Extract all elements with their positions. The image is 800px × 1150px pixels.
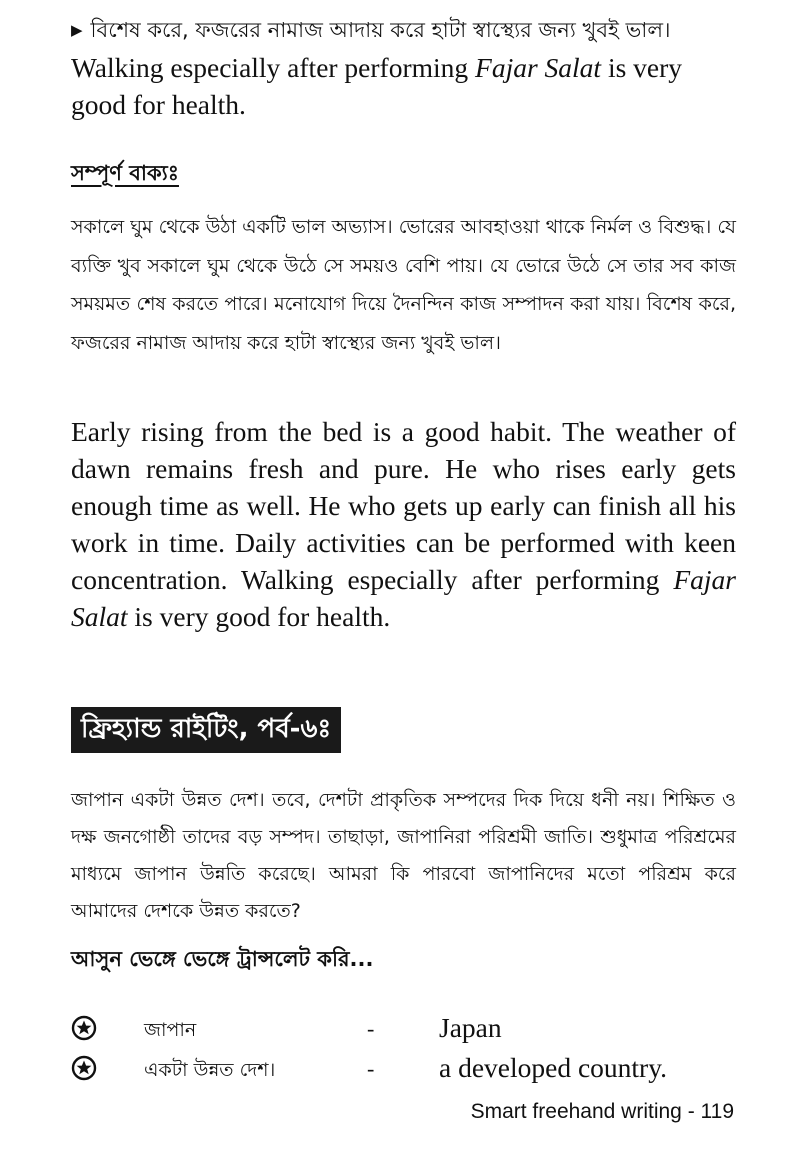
vocab-dash: - (367, 1016, 375, 1041)
bullet-sentence-bn (71, 14, 741, 46)
vocab-bn: জাপান (144, 1019, 197, 1041)
vocab-en: a developed country. (439, 1052, 668, 1083)
bullet-sentence-en: Walking especially after performing Fajar Salat is very good for health. (71, 52, 683, 120)
section-title-bar: ফ্রিহ্যান্ড রাইটিং, পর্ব-৬ঃ (71, 707, 341, 753)
bullet-sentence-text: বিশেষ করে, ফজরের নামাজ আদায় করে হাটা স্বাস্থ্যের জন্য খুবই ভাল। (90, 18, 671, 42)
vocab-row (71, 1052, 751, 1092)
vocab-bn: একটা উন্নত দেশ। (144, 1059, 276, 1081)
page-footer: Smart freehand writing - 119 (470, 1100, 734, 1123)
vocab-en: Japan (439, 1012, 502, 1043)
triangle-bullet-icon: ▶ (71, 21, 83, 39)
star-circle-icon (71, 1015, 97, 1041)
complete-sentence-heading: সম্পূর্ণ বাক্যঃ (71, 161, 179, 185)
vocab-dash: - (367, 1056, 375, 1081)
vocab-row (71, 1012, 751, 1052)
complete-paragraph-en: Early rising from the bed is a good habit. The weather of dawn remains fresh and pure. He who rises early gets enough time as well. He who gets up early can finish all his work in time. Daily activities can be performed with keen concentration. Walking especially after performing Fajar Salat is very good for health. (71, 416, 736, 632)
lets-translate-heading: আসুন ভেঙ্গে ভেঙ্গে ট্রান্সলেট করি... (71, 947, 374, 971)
star-circle-icon (71, 1055, 97, 1081)
complete-paragraph-bn: সকালে ঘুম থেকে উঠা একটি ভাল অভ্যাস। ভোরের আবহাওয়া থাকে নির্মল ও বিশুদ্ধ। যে ব্যক্তি খুব সকালে ঘুম থেকে উঠে সে সময়ও বেশি পায়। যে ভোরে উঠে সে তার সব কাজ সময়মত শেষ করতে পারে। মনোযোগ দিয়ে দৈনন্দিন কাজ সম্পাদন করা যায়। বিশেষ করে, ফজরের নামাজ আদায় করে হাটা স্বাস্থ্যের জন্য খুবই ভাল। (71, 216, 736, 354)
japan-paragraph-bn: জাপান একটা উন্নত দেশ। তবে, দেশটা প্রাকৃতিক সম্পদের দিক দিয়ে ধনী নয়। শিক্ষিত ও দক্ষ জনগোষ্ঠী তাদের বড় সম্পদ। তাছাড়া, জাপানিরা পরিশ্রমী জাতি। শুধুমাত্র পরিশ্রমের মাধ্যমে জাপান উন্নতি করেছে। আমরা কি পারবো জাপানিদের মতো পরিশ্রম করে আমাদের দেশকে উন্নত করতে? (71, 789, 736, 922)
